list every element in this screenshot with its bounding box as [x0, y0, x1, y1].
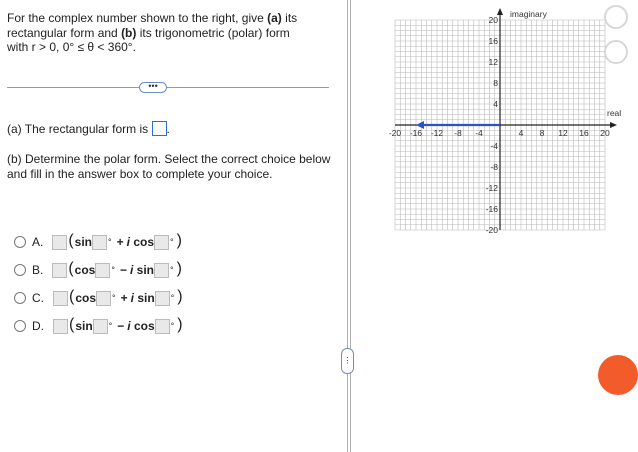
y-tick-label: 8	[493, 78, 498, 88]
radio-b[interactable]	[14, 264, 26, 276]
angle-answer-box-2[interactable]	[155, 291, 170, 306]
x-tick-label: -12	[430, 128, 444, 138]
panel-resize-handle[interactable]: ⋮	[341, 348, 354, 374]
angle-answer-box-2[interactable]	[155, 319, 170, 334]
r-answer-box[interactable]	[52, 263, 67, 278]
angle-answer-box-1[interactable]	[96, 291, 111, 306]
radio-d[interactable]	[14, 320, 26, 332]
x-tick-label: 8	[539, 128, 545, 138]
y-tick-label: 4	[493, 99, 498, 109]
tool-button-2[interactable]	[604, 40, 628, 64]
y-tick-label: 16	[488, 36, 498, 46]
radio-a[interactable]	[14, 236, 26, 248]
y-tick-label: 20	[488, 15, 498, 25]
angle-answer-box-1[interactable]	[93, 319, 108, 334]
choice-letter: D.	[32, 319, 44, 333]
part-a-label: (a) The rectangular form is	[7, 122, 149, 136]
choice-d[interactable]: D. ( sin ° − i cos ° )	[14, 312, 184, 340]
angle-answer-box-1[interactable]	[95, 263, 110, 278]
rectangular-answer-box[interactable]	[152, 121, 167, 136]
help-button[interactable]	[598, 355, 638, 395]
angle-answer-box-1[interactable]	[92, 235, 107, 250]
r-answer-box[interactable]	[53, 319, 68, 334]
imaginary-axis-label: imaginary	[510, 9, 547, 19]
imaginary-axis-arrow	[497, 8, 503, 15]
y-tick-label: 12	[488, 57, 498, 67]
x-tick-label: 16	[579, 128, 589, 138]
part-b-instructions: (b) Determine the polar form. Select the correct choice below and fill in the answer box to complete your choice.	[7, 152, 331, 181]
r-answer-box[interactable]	[52, 235, 67, 250]
y-tick-label: -12	[485, 183, 498, 193]
choice-c[interactable]: C. ( cos ° + i sin ° )	[14, 284, 184, 312]
section-divider	[7, 87, 329, 88]
answer-choices	[14, 228, 184, 340]
part-a: (a) The rectangular form is .	[7, 122, 170, 136]
x-tick-label: 20	[600, 128, 610, 138]
choice-a[interactable]: A. ( sin ° + i cos ° )	[14, 228, 184, 256]
angle-answer-box-2[interactable]	[154, 263, 169, 278]
real-axis-label: real	[607, 108, 622, 118]
angle-answer-box-2[interactable]	[154, 235, 169, 250]
choice-letter: B.	[32, 263, 44, 277]
question-text: For the complex number shown to the right, give (a) its rectangular form and (b) its trigonometric (polar) form with r > 0, 0° ≤ θ < 360°.	[7, 11, 298, 54]
radio-c[interactable]	[14, 292, 26, 304]
panel-divider	[350, 0, 351, 452]
y-tick-label: -8	[490, 162, 498, 172]
y-tick-label: -20	[485, 225, 498, 235]
x-tick-label: -8	[454, 128, 462, 138]
x-tick-label: 4	[518, 128, 524, 138]
choice-letter: C.	[32, 291, 44, 305]
complex-plane-graph	[360, 8, 622, 248]
complex-plane-svg	[360, 8, 622, 248]
real-axis-arrow	[610, 122, 617, 128]
choice-letter: A.	[32, 235, 44, 249]
y-tick-label: -4	[490, 141, 498, 151]
x-tick-label: 12	[558, 128, 568, 138]
x-tick-label: -16	[409, 128, 423, 138]
more-button[interactable]: •••	[139, 82, 167, 93]
panel-divider	[347, 0, 348, 452]
x-tick-label: -4	[475, 128, 483, 138]
x-tick-label: -20	[388, 128, 402, 138]
y-tick-label: -16	[485, 204, 498, 214]
r-answer-box[interactable]	[53, 291, 68, 306]
choice-b[interactable]: B. ( cos ° − i sin ° )	[14, 256, 184, 284]
tool-button-1[interactable]	[604, 5, 628, 29]
